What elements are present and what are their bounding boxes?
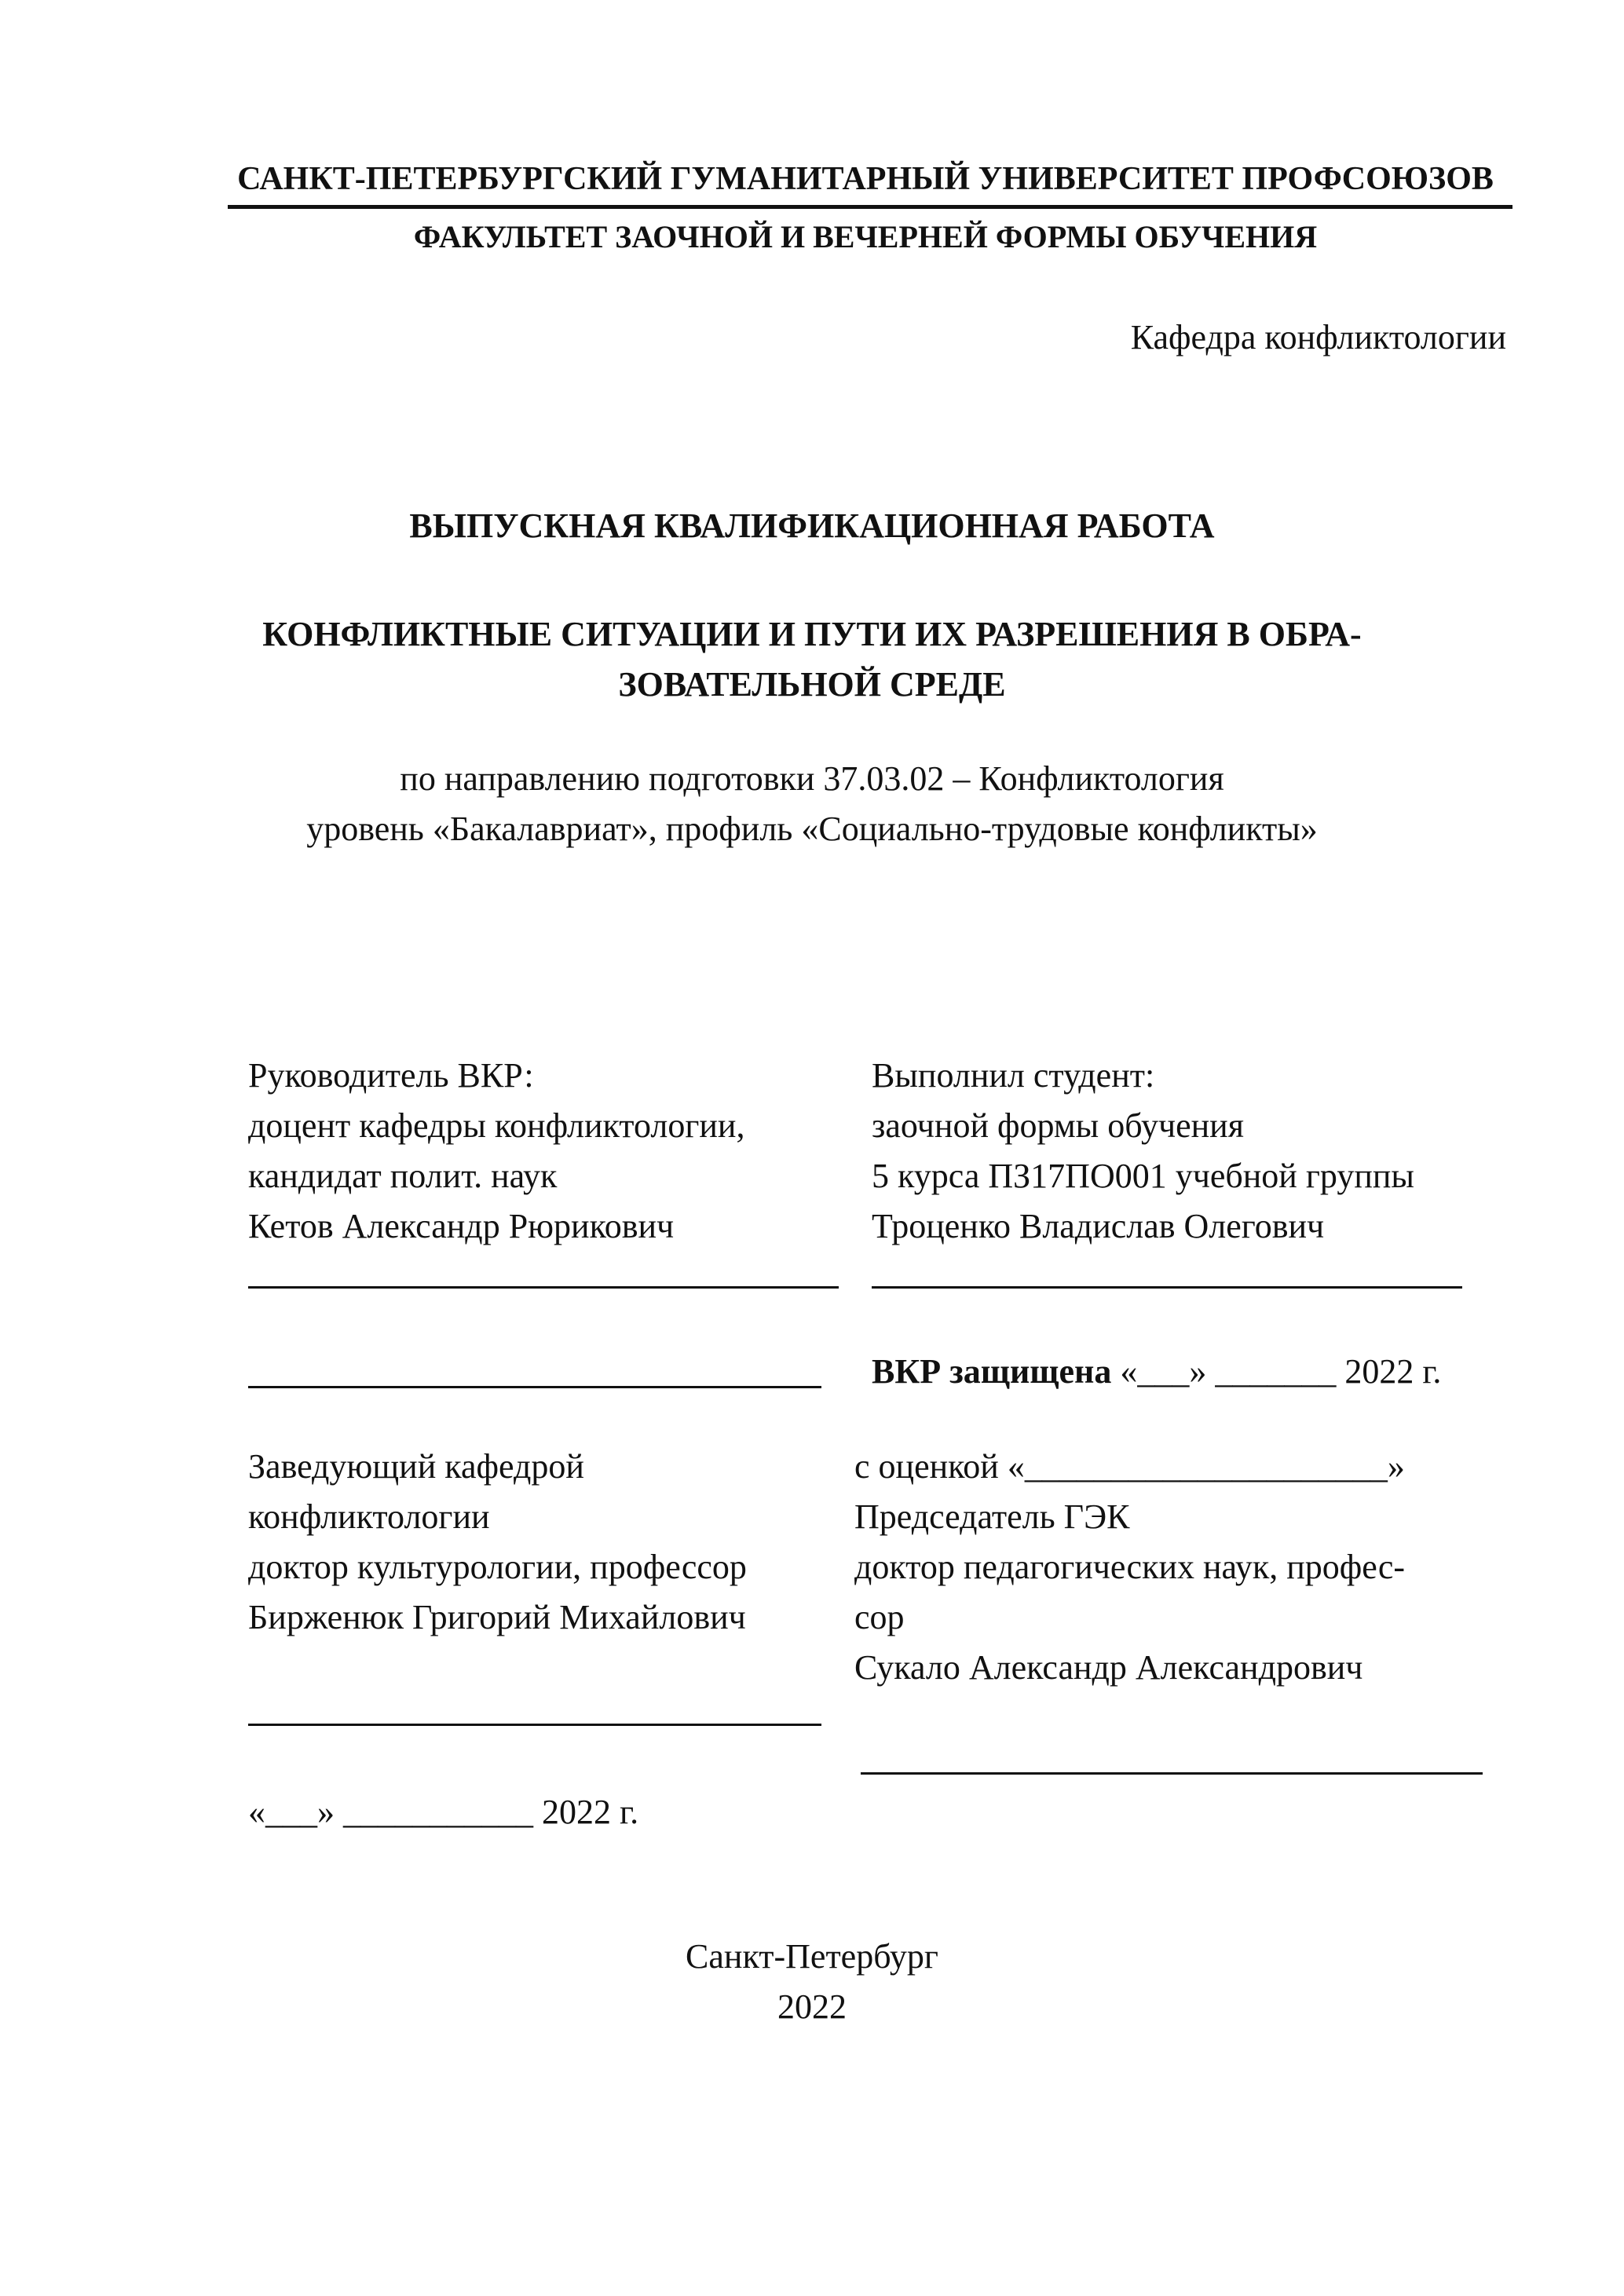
supervisor-degree: кандидат полит. наук <box>248 1157 558 1195</box>
defense-label: ВКР защищена <box>872 1352 1112 1391</box>
student-block <box>872 1051 1414 1252</box>
head-name: Бирженюк Григорий Михайлович <box>248 1598 746 1636</box>
head-date: «___» ___________ 2022 г. <box>248 1793 639 1831</box>
head-department: конфликтологии <box>248 1497 490 1536</box>
chairman-signature-line <box>861 1772 1483 1775</box>
thesis-topic-line-1: КОНФЛИКТНЫЕ СИТУАЦИИ И ПУТИ ИХ РАЗРЕШЕНИЯ В ОБРА- <box>262 615 1362 653</box>
thesis-topic <box>118 609 1506 710</box>
study-direction <box>118 754 1506 854</box>
supervisor-heading: Руководитель ВКР: <box>248 1056 534 1095</box>
head-signature-line <box>248 1724 821 1726</box>
head-title: Заведующий кафедрой <box>248 1447 584 1486</box>
student-study-form: заочной формы обучения <box>872 1106 1244 1145</box>
study-direction-line-2: уровень «Бакалавриат», профиль «Социально-трудовые конфликты» <box>306 810 1318 848</box>
footer <box>118 1932 1506 2032</box>
footer-year: 2022 <box>777 1987 847 2026</box>
supervisor-block <box>248 1051 744 1252</box>
university-name: САНКТ-ПЕТЕРБУРГСКИЙ ГУМАНИТАРНЫЙ УНИВЕРСИТЕТ ПРОФСОЮЗОВ <box>237 161 1494 197</box>
supervisor-signature-line <box>248 1286 839 1289</box>
work-type-title: ВЫПУСКНАЯ КВАЛИФИКАЦИОННАЯ РАБОТА <box>409 506 1215 545</box>
chairman-block <box>854 1442 1405 1693</box>
student-name: Троценко Владислав Олегович <box>872 1207 1325 1245</box>
chairman-name: Сукало Александр Александрович <box>854 1648 1363 1687</box>
chairman-degree-line-1: доктор педагогических наук, профес- <box>854 1548 1406 1586</box>
defense-date <box>872 1347 1441 1397</box>
student-group: 5 курса ПЗ17ПО001 учебной группы <box>872 1157 1414 1195</box>
defense-grade: с оценкой «_____________________» <box>854 1447 1405 1486</box>
student-signature-line <box>872 1286 1462 1289</box>
supervisor-position: доцент кафедры конфликтологии, <box>248 1106 745 1145</box>
head-of-department-block <box>248 1442 747 1643</box>
supervisor-name: Кетов Александр Рюрикович <box>248 1207 675 1245</box>
study-direction-line-1: по направлению подготовки 37.03.02 – Конфликтология <box>400 759 1224 798</box>
student-heading: Выполнил студент: <box>872 1056 1155 1095</box>
chairman-title: Председатель ГЭК <box>854 1497 1130 1536</box>
defense-date-text: «___» _______ 2022 г. <box>1120 1352 1442 1391</box>
head-degree: доктор культурологии, профессор <box>248 1548 747 1586</box>
footer-city: Санкт-Петербург <box>686 1937 938 1976</box>
department-name: Кафедра конфликтологии <box>1130 318 1506 356</box>
thesis-topic-line-2: ЗОВАТЕЛЬНОЙ СРЕДЕ <box>618 665 1006 704</box>
header-divider <box>228 205 1512 209</box>
chairman-degree-line-2: сор <box>854 1598 905 1636</box>
head-signature-line-top <box>248 1386 821 1388</box>
faculty-name: ФАКУЛЬТЕТ ЗАОЧНОЙ И ВЕЧЕРНЕЙ ФОРМЫ ОБУЧЕНИЯ <box>413 219 1318 254</box>
